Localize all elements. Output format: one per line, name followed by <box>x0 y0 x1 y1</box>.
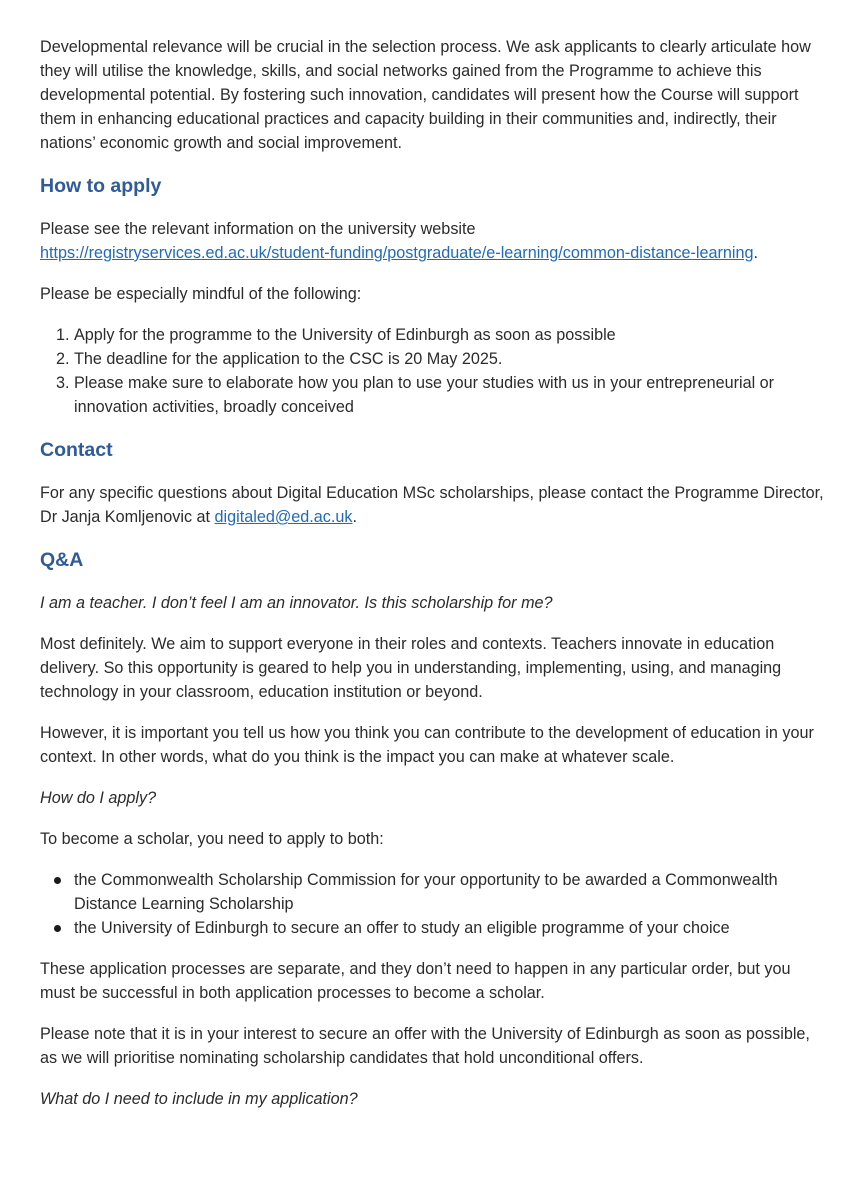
registry-services-link[interactable]: https://registryservices.ed.ac.uk/student-funding/postgraduate/e-learning/common-distance-learning <box>40 244 754 262</box>
website-text: Please see the relevant information on the university website <box>40 220 476 238</box>
question-include: What do I need to include in my application? <box>40 1090 358 1108</box>
bullet-icon <box>54 925 61 932</box>
list-item <box>74 868 830 916</box>
list-item <box>74 916 830 940</box>
mindful-text: Please be especially mindful of the following: <box>40 285 362 303</box>
answer-apply-p3: Please note that it is in your interest to secure an offer with the University of Edinburgh as soon as possible, as we will prioritise nominating scholarship candidates that hold unconditional offers. <box>40 1025 810 1067</box>
answer-teacher-p2: However, it is important you tell us how you think you can contribute to the development of education in your context. In other words, what do you think is the impact you can make at whatever scale. <box>40 724 814 766</box>
website-paragraph <box>40 217 830 265</box>
list-item-text: the University of Edinburgh to secure an offer to study an eligible programme of your choice <box>74 919 730 937</box>
contact-paragraph <box>40 481 830 529</box>
email-link[interactable]: digitaled@ed.ac.uk <box>214 508 353 526</box>
answer-apply-p2: These application processes are separate, and they don’t need to happen in any particular order, but you must be successful in both application processes to become a scholar. <box>40 960 791 1002</box>
list-item-text: the Commonwealth Scholarship Commission for your opportunity to be awarded a Commonwealth Distance Learning Scholarship <box>74 871 778 913</box>
apply-both-list <box>40 868 830 940</box>
intro-paragraph: Developmental relevance will be crucial in the selection process. We ask applicants to clearly articulate how they will utilise the knowledge, skills, and social networks gained from the Programme to achieve this developmental potential. By fostering such innovation, candidates will present how the Course will support them in enhancing educational practices and capacity building in their communities and, indirectly, their nations’ economic growth and social improvement. <box>40 38 811 152</box>
question-how-apply: How do I apply? <box>40 789 157 807</box>
how-to-apply-heading: How to apply <box>40 175 162 197</box>
qa-heading: Q&A <box>40 549 84 571</box>
link-suffix: . <box>753 244 759 262</box>
bullet-icon <box>54 877 61 884</box>
document-page <box>40 35 830 1128</box>
list-item: 2. The deadline for the application to the CSC is 20 May 2025. <box>74 347 830 371</box>
question-teacher: I am a teacher. I don’t feel I am an innovator. Is this scholarship for me? <box>40 594 553 612</box>
answer-teacher-p1: Most definitely. We aim to support everyone in their roles and contexts. Teachers innovate in education delivery. So this opportunity is geared to help you in understanding, implementing, using, and managing technology in your classroom, education institution or beyond. <box>40 635 782 701</box>
contact-heading: Contact <box>40 439 113 461</box>
list-item: 1. Apply for the programme to the University of Edinburgh as soon as possible <box>74 323 830 347</box>
contact-text: For any specific questions about Digital Education MSc scholarships, please contact the Programme Director, Dr Janja Komljenovic at <box>40 484 824 526</box>
list-item: 3. Please make sure to elaborate how you plan to use your studies with us in your entrepreneurial or innovation activities, broadly conceived <box>74 371 830 419</box>
answer-apply-intro: To become a scholar, you need to apply to both: <box>40 830 384 848</box>
application-steps-list <box>40 323 830 419</box>
contact-suffix: . <box>352 508 357 526</box>
